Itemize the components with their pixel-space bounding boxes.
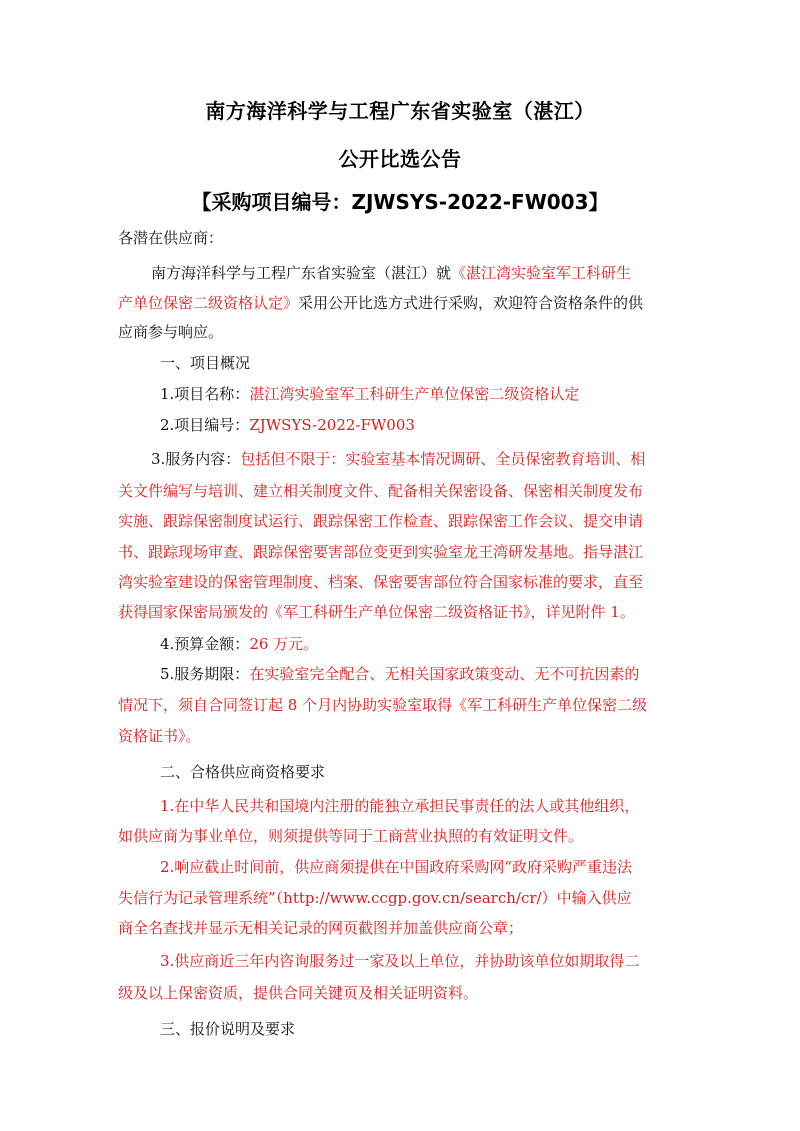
intro-text-cont: 采用公开比选方式进行采购，欢迎符合资格条件的供 [298,294,644,312]
intro-line-2 [118,293,688,313]
item-2-label: 2.项目编号： [160,416,250,434]
item-3-line: 实施、跟踪保密制度试运行、跟踪保密工作检查、跟踪保密工作会议、提交申请 [118,512,644,530]
salutation: 各潜在供应商： [118,229,224,247]
requirement-line: 3.供应商近三年内咨询服务过一家及以上单位，并协助该单位如期取得二 [160,952,640,970]
requirement-line: 1.在中华人民共和国境内注册的能独立承担民事责任的法人或其他组织， [160,797,640,815]
item-1-label: 1.项目名称： [160,385,250,403]
item-5-line: 情况下，须自合同签订起 8 个月内协助实验室取得《军工科研生产单位保密二级 [118,696,648,714]
intro-project-name: 《湛江湾实验室军工科研生 [451,264,632,282]
item-1-value: 湛江湾实验室军工科研生产单位保密二级资格认定 [249,385,580,403]
requirement-line: 失信行为记录管理系统”（http://www.ccgp.gov.cn/search/cr/）中输入供应 [118,889,632,907]
document-subtitle: 公开比选公告 [338,147,462,171]
requirement-line: 如供应商为事业单位，则须提供等同于工商营业执照的有效证明文件。 [118,827,584,845]
item-3-line: 书、跟踪现场审查、跟踪保密要害部位变更到实验室龙王湾研发基地。指导湛江 [118,543,644,561]
requirement-line: 商全名查找并显示无相关记录的网页截图并加盖供应商公章； [118,919,524,937]
intro-line-3: 应商参与响应。 [118,323,224,341]
item-3-label: 3.服务内容： [151,450,241,468]
item-5-line: 资格证书》。 [118,727,201,745]
procurement-number-title: 【采购项目编号：ZJWSYS-2022-FW003】 [191,190,609,214]
section-2-heading: 二、合格供应商资格要求 [160,763,326,781]
intro-line-1 [151,263,721,283]
requirement-line: 级及以上保密资质，提供合同关键页及相关证明资料。 [118,984,479,1002]
intro-text: 南方海洋科学与工程广东省实验室（湛江）就 [151,264,452,282]
item-budget [160,634,730,654]
document-title: 南方海洋科学与工程广东省实验室（湛江） [205,99,595,123]
requirement-line: 2.响应截止时间前，供应商须提供在中国政府采购网“政府采购严重违法 [160,858,632,876]
item-service-period [160,664,730,684]
item-3-line: 关文件编写与培训、建立相关制度文件、配备相关保密设备、保密相关制度发布 [118,482,644,500]
item-5-line: 在实验室完全配合、无相关国家政策变动、无不可抗因素的 [249,665,640,683]
item-4-label: 4.预算金额： [160,635,250,653]
item-3-line: 湾实验室建设的保密管理制度、档案、保密要害部位符合国家标准的要求，直至 [118,573,644,591]
item-service-content [151,449,721,469]
item-4-value: 26 万元。 [249,635,319,653]
item-2-value: ZJWSYS-2022-FW003 [249,416,415,434]
intro-project-name-cont: 产单位保密二级资格认定》 [118,294,299,312]
section-3-heading: 三、报价说明及要求 [160,1020,296,1038]
item-project-number [160,415,730,435]
section-1-heading: 一、项目概况 [160,354,251,372]
item-project-name [160,384,730,404]
item-3-line: 获得国家保密局颁发的《军工科研生产单位保密二级资格证书》，详见附件 1。 [118,603,635,621]
item-5-label: 5.服务期限： [160,665,250,683]
item-3-line: 包括但不限于：实验室基本情况调研、全员保密教育培训、相 [240,450,646,468]
